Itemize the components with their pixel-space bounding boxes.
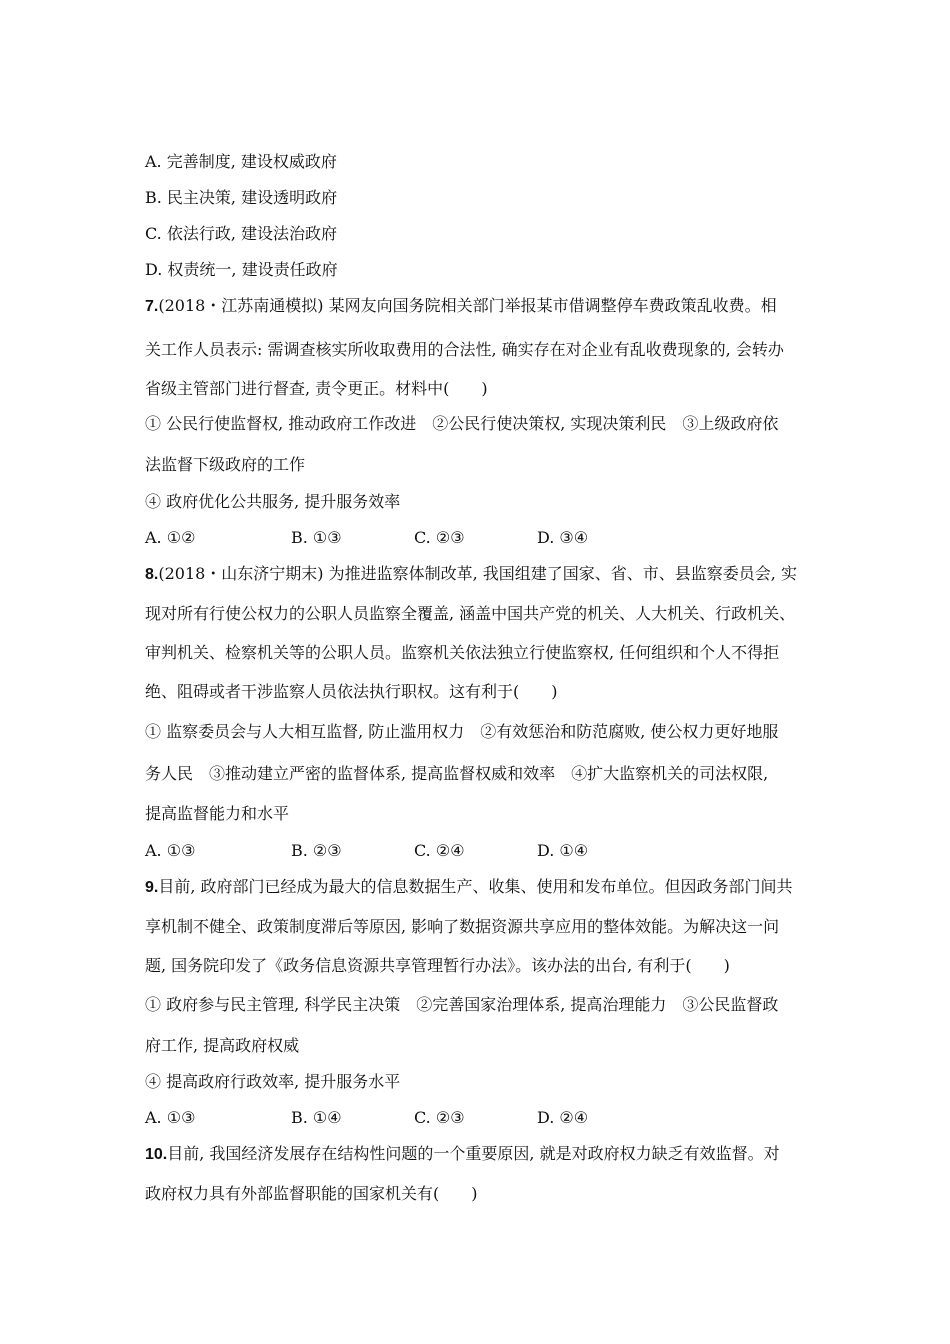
q7-option-c: C. ②③	[414, 528, 465, 547]
q9-option-b: B. ①④	[291, 1108, 342, 1127]
q8-statement-line-3: 提高监督能力和水平	[145, 804, 290, 823]
q7-number: 7.	[145, 298, 159, 315]
q7-option-a: A. ①②	[145, 528, 196, 547]
q8-stem-line-1: 8.(2018・山东济宁期末) 为推进监察体制改革, 我国组建了国家、省、市、县监察委员会, 实	[145, 564, 797, 583]
q7-stem-line-2: 关工作人员表示: 需调查核实所收取费用的合法性, 确实存在对企业有乱收费现象的, 会转办	[145, 340, 784, 359]
q8-statement-line-2: 务人民 ③推动建立严密的监督体系, 提高监督权威和效率 ④扩大监察机关的司法权限,	[145, 764, 769, 783]
q7-stem-line-3: 省级主管部门进行督查, 责令更正。材料中( )	[145, 379, 488, 398]
q10-stem-line-2: 政府权力具有外部监督职能的国家机关有( )	[145, 1184, 478, 1203]
q9-option-a: A. ①③	[145, 1108, 196, 1127]
q9-stem-line-1: 9.目前, 政府部门已经成为最大的信息数据生产、收集、使用和发布单位。但因政务部门间共	[145, 877, 793, 896]
q8-option-a: A. ①③	[145, 841, 196, 860]
q6-option-c: C. 依法行政, 建设法治政府	[145, 224, 338, 243]
q9-number: 9.	[145, 879, 159, 896]
q9-stem-line-2: 享机制不健全、政策制度滞后等原因, 影响了数据资源共享应用的整体效能。为解决这一问	[145, 917, 780, 936]
q8-number: 8.	[145, 566, 159, 583]
q7-option-b: B. ①③	[291, 528, 342, 547]
q6-option-b: B. 民主决策, 建设透明政府	[145, 188, 338, 207]
q7-statement-line-2: 法监督下级政府的工作	[145, 455, 306, 474]
q6-option-d: D. 权责统一, 建设责任政府	[145, 260, 338, 279]
q9-statement-line-2: 府工作, 提高政府权威	[145, 1036, 300, 1055]
q7-statement-line-1: ① 公民行使监督权, 推动政府工作改进 ②公民行使决策权, 实现决策利民 ③上级政府依	[145, 414, 779, 433]
q9-statement-line-1: ① 政府参与民主管理, 科学民主决策 ②完善国家治理体系, 提高治理能力 ③公民监督政	[145, 995, 779, 1014]
q10-number: 10.	[145, 1146, 168, 1163]
q9-option-c: C. ②③	[414, 1108, 465, 1127]
q10-stem-line-1: 10.目前, 我国经济发展存在结构性问题的一个重要原因, 就是对政府权力缺乏有效监督。对	[145, 1144, 780, 1163]
q8-option-b: B. ②③	[291, 841, 342, 860]
q8-stem-line-4: 绝、阻碍或者干涉监察人员依法执行职权。这有利于( )	[145, 682, 558, 701]
q7-stem-line-1: 7.(2018・江苏南通模拟) 某网友向国务院相关部门举报某市借调整停车费政策乱收费。相	[145, 296, 777, 315]
q8-option-c: C. ②④	[414, 841, 465, 860]
q8-statement-line-1: ① 监察委员会与人大相互监督, 防止滥用权力 ②有效惩治和防范腐败, 使公权力更好地服	[145, 722, 779, 741]
q8-option-d: D. ①④	[537, 841, 589, 860]
q7-statement-line-3: ④ 政府优化公共服务, 提升服务效率	[145, 492, 401, 511]
q6-option-a: A. 完善制度, 建设权威政府	[145, 152, 337, 171]
q8-stem-line-2: 现对所有行使公权力的公职人员监察全覆盖, 涵盖中国共产党的机关、人大机关、行政机关、	[145, 604, 796, 623]
q9-option-d: D. ②④	[537, 1108, 589, 1127]
q8-stem-line-3: 审判机关、检察机关等的公职人员。监察机关依法独立行使监察权, 任何组织和个人不得拒	[145, 643, 780, 662]
q9-statement-line-3: ④ 提高政府行政效率, 提升服务水平	[145, 1072, 401, 1091]
q9-stem-line-3: 题, 国务院印发了《政务信息资源共享管理暂行办法》。该办法的出台, 有利于( )	[145, 956, 730, 975]
q7-option-d: D. ③④	[537, 528, 589, 547]
